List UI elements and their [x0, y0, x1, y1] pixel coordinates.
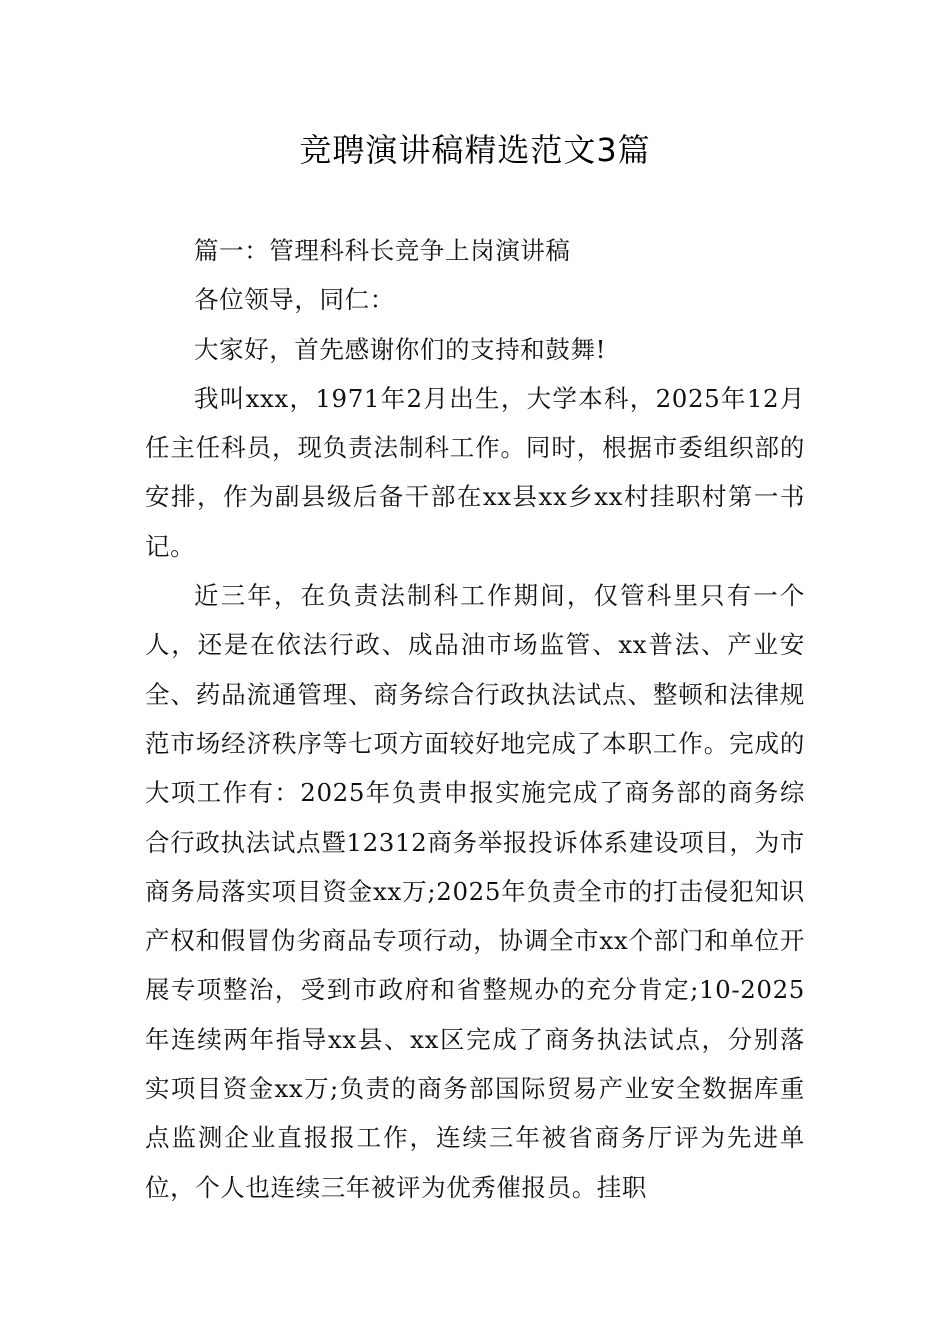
- greeting-paragraph: 大家好，首先感谢你们的支持和鼓舞!: [194, 334, 607, 364]
- salutation: 各位领导，同仁：: [194, 285, 395, 315]
- document-title: 竞聘演讲稿精选范文3篇: [299, 131, 651, 169]
- introduction-paragraph: 我叫xxx，1971年2月出生，大学本科，2025年12月任主任科员，现负责法制科工作。同时，根据市委组织部的安排，作为副县级后备干部在xx县xx乡xx村挂职村第一书记。: [145, 383, 805, 561]
- section-heading: 篇一：管理科科长竞争上岗演讲稿: [194, 236, 571, 265]
- work-summary-paragraph: 近三年，在负责法制科工作期间，仅管科里只有一个人，还是在依法行政、成品油市场监管、xx普法、产业安全、药品流通管理、商务综合行政执法试点、整顿和法律规范市场经济秩序等七项方面较好地完成了本职工作。完成的大项工作有：2025年负责申报实施完成了商务部的商务综合行政执法试点暨12312商务举报投诉体系建设项目，为市商务局落实项目资金xx万;2025年负责全市的打击侵犯知识产权和假冒伪劣商品专项行动，协调全市xx个部门和单位开展专项整治，受到市政府和省整规办的充分肯定;10-2025年连续两年指导xx县、xx区完成了商务执法试点，分别落实项目资金xx万;负责的商务部国际贸易产业安全数据库重点监测企业直报报工作，连续三年被省商务厅评为先进单位，个人也连续三年被评为优秀催报员。挂职: [145, 581, 805, 1202]
- document-body: [145, 226, 805, 1212]
